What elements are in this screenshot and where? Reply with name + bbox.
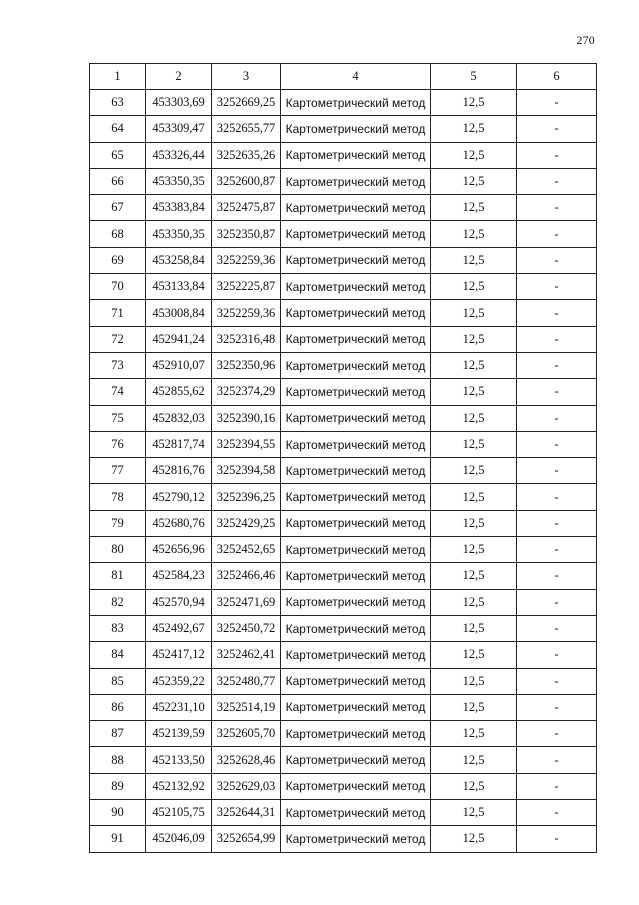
table-row [90, 563, 597, 589]
table-row [90, 90, 597, 116]
x-coordinate-cell: 452584,23 [146, 563, 212, 589]
table-row [90, 721, 597, 747]
accuracy-cell: 12,5 [431, 773, 517, 799]
table-row [90, 300, 597, 326]
x-coordinate-cell: 453326,44 [146, 142, 212, 168]
y-coordinate-cell: 3252629,03 [212, 773, 281, 799]
x-coordinate-cell: 452132,92 [146, 773, 212, 799]
table-row [90, 195, 597, 221]
note-cell: - [517, 694, 597, 720]
accuracy-cell: 12,5 [431, 221, 517, 247]
table-row [90, 747, 597, 773]
accuracy-cell: 12,5 [431, 300, 517, 326]
x-coordinate-cell: 452790,12 [146, 484, 212, 510]
accuracy-cell: 12,5 [431, 800, 517, 826]
method-cell: Картометрический метод [281, 800, 431, 826]
table-row [90, 800, 597, 826]
table-row [90, 694, 597, 720]
method-cell: Картометрический метод [281, 352, 431, 378]
coordinates-table [89, 63, 597, 853]
note-cell: - [517, 721, 597, 747]
point-number-cell: 86 [90, 694, 146, 720]
x-coordinate-cell: 452570,94 [146, 589, 212, 615]
accuracy-cell: 12,5 [431, 510, 517, 536]
accuracy-cell: 12,5 [431, 668, 517, 694]
y-coordinate-cell: 3252225,87 [212, 274, 281, 300]
point-number-cell: 91 [90, 826, 146, 852]
point-number-cell: 77 [90, 458, 146, 484]
note-cell: - [517, 379, 597, 405]
x-coordinate-cell: 453309,47 [146, 116, 212, 142]
accuracy-cell: 12,5 [431, 247, 517, 273]
accuracy-cell: 12,5 [431, 458, 517, 484]
column-header: 4 [281, 64, 431, 90]
point-number-cell: 81 [90, 563, 146, 589]
method-cell: Картометрический метод [281, 142, 431, 168]
y-coordinate-cell: 3252316,48 [212, 326, 281, 352]
point-number-cell: 66 [90, 168, 146, 194]
method-cell: Картометрический метод [281, 721, 431, 747]
note-cell: - [517, 221, 597, 247]
x-coordinate-cell: 453258,84 [146, 247, 212, 273]
point-number-cell: 80 [90, 537, 146, 563]
y-coordinate-cell: 3252350,96 [212, 352, 281, 378]
x-coordinate-cell: 453350,35 [146, 168, 212, 194]
x-coordinate-cell: 452492,67 [146, 615, 212, 641]
note-cell: - [517, 142, 597, 168]
method-cell: Картометрический метод [281, 405, 431, 431]
note-cell: - [517, 431, 597, 457]
note-cell: - [517, 352, 597, 378]
y-coordinate-cell: 3252259,36 [212, 247, 281, 273]
method-cell: Картометрический метод [281, 510, 431, 536]
x-coordinate-cell: 452417,12 [146, 642, 212, 668]
point-number-cell: 63 [90, 90, 146, 116]
method-cell: Картометрический метод [281, 642, 431, 668]
x-coordinate-cell: 452139,59 [146, 721, 212, 747]
point-number-cell: 87 [90, 721, 146, 747]
y-coordinate-cell: 3252644,31 [212, 800, 281, 826]
x-coordinate-cell: 452105,75 [146, 800, 212, 826]
method-cell: Картометрический метод [281, 326, 431, 352]
x-coordinate-cell: 453383,84 [146, 195, 212, 221]
table-row [90, 431, 597, 457]
y-coordinate-cell: 3252394,55 [212, 431, 281, 457]
point-number-cell: 74 [90, 379, 146, 405]
table-row [90, 589, 597, 615]
x-coordinate-cell: 453350,35 [146, 221, 212, 247]
point-number-cell: 68 [90, 221, 146, 247]
note-cell: - [517, 668, 597, 694]
x-coordinate-cell: 452910,07 [146, 352, 212, 378]
x-coordinate-cell: 452817,74 [146, 431, 212, 457]
note-cell: - [517, 826, 597, 852]
note-cell: - [517, 458, 597, 484]
y-coordinate-cell: 3252394,58 [212, 458, 281, 484]
x-coordinate-cell: 452832,03 [146, 405, 212, 431]
table-row [90, 247, 597, 273]
accuracy-cell: 12,5 [431, 431, 517, 457]
point-number-cell: 64 [90, 116, 146, 142]
y-coordinate-cell: 3252471,69 [212, 589, 281, 615]
table-row [90, 826, 597, 852]
point-number-cell: 76 [90, 431, 146, 457]
table-row [90, 484, 597, 510]
method-cell: Картометрический метод [281, 694, 431, 720]
accuracy-cell: 12,5 [431, 694, 517, 720]
column-header: 5 [431, 64, 517, 90]
y-coordinate-cell: 3252466,46 [212, 563, 281, 589]
method-cell: Картометрический метод [281, 826, 431, 852]
point-number-cell: 84 [90, 642, 146, 668]
y-coordinate-cell: 3252462,41 [212, 642, 281, 668]
column-header: 6 [517, 64, 597, 90]
method-cell: Картометрический метод [281, 195, 431, 221]
x-coordinate-cell: 452941,24 [146, 326, 212, 352]
y-coordinate-cell: 3252628,46 [212, 747, 281, 773]
table-row [90, 168, 597, 194]
table-row [90, 274, 597, 300]
accuracy-cell: 12,5 [431, 747, 517, 773]
y-coordinate-cell: 3252374,29 [212, 379, 281, 405]
point-number-cell: 90 [90, 800, 146, 826]
point-number-cell: 78 [90, 484, 146, 510]
point-number-cell: 70 [90, 274, 146, 300]
method-cell: Картометрический метод [281, 773, 431, 799]
point-number-cell: 85 [90, 668, 146, 694]
method-cell: Картометрический метод [281, 747, 431, 773]
y-coordinate-cell: 3252396,25 [212, 484, 281, 510]
table-row [90, 116, 597, 142]
point-number-cell: 82 [90, 589, 146, 615]
page-number: 270 [576, 33, 595, 47]
point-number-cell: 73 [90, 352, 146, 378]
method-cell: Картометрический метод [281, 458, 431, 484]
method-cell: Картометрический метод [281, 116, 431, 142]
method-cell: Картометрический метод [281, 247, 431, 273]
x-coordinate-cell: 453133,84 [146, 274, 212, 300]
y-coordinate-cell: 3252475,87 [212, 195, 281, 221]
note-cell: - [517, 537, 597, 563]
x-coordinate-cell: 452046,09 [146, 826, 212, 852]
table-row [90, 405, 597, 431]
note-cell: - [517, 405, 597, 431]
y-coordinate-cell: 3252514,19 [212, 694, 281, 720]
point-number-cell: 67 [90, 195, 146, 221]
method-cell: Картометрический метод [281, 563, 431, 589]
table-row [90, 773, 597, 799]
table-row [90, 510, 597, 536]
accuracy-cell: 12,5 [431, 379, 517, 405]
accuracy-cell: 12,5 [431, 484, 517, 510]
note-cell: - [517, 484, 597, 510]
accuracy-cell: 12,5 [431, 563, 517, 589]
accuracy-cell: 12,5 [431, 195, 517, 221]
y-coordinate-cell: 3252605,70 [212, 721, 281, 747]
point-number-cell: 69 [90, 247, 146, 273]
accuracy-cell: 12,5 [431, 142, 517, 168]
y-coordinate-cell: 3252450,72 [212, 615, 281, 641]
accuracy-cell: 12,5 [431, 274, 517, 300]
table-row [90, 642, 597, 668]
table-body [90, 90, 597, 853]
note-cell: - [517, 247, 597, 273]
note-cell: - [517, 615, 597, 641]
table-row [90, 458, 597, 484]
y-coordinate-cell: 3252600,87 [212, 168, 281, 194]
x-coordinate-cell: 452680,76 [146, 510, 212, 536]
point-number-cell: 71 [90, 300, 146, 326]
method-cell: Картометрический метод [281, 221, 431, 247]
y-coordinate-cell: 3252350,87 [212, 221, 281, 247]
y-coordinate-cell: 3252429,25 [212, 510, 281, 536]
note-cell: - [517, 563, 597, 589]
accuracy-cell: 12,5 [431, 326, 517, 352]
y-coordinate-cell: 3252259,36 [212, 300, 281, 326]
x-coordinate-cell: 452133,50 [146, 747, 212, 773]
point-number-cell: 72 [90, 326, 146, 352]
point-number-cell: 65 [90, 142, 146, 168]
table-row [90, 537, 597, 563]
method-cell: Картометрический метод [281, 431, 431, 457]
note-cell: - [517, 773, 597, 799]
table-row [90, 326, 597, 352]
note-cell: - [517, 90, 597, 116]
column-header: 1 [90, 64, 146, 90]
accuracy-cell: 12,5 [431, 589, 517, 615]
method-cell: Картометрический метод [281, 589, 431, 615]
x-coordinate-cell: 452816,76 [146, 458, 212, 484]
point-number-cell: 83 [90, 615, 146, 641]
method-cell: Картометрический метод [281, 300, 431, 326]
method-cell: Картометрический метод [281, 379, 431, 405]
method-cell: Картометрический метод [281, 668, 431, 694]
y-coordinate-cell: 3252655,77 [212, 116, 281, 142]
y-coordinate-cell: 3252480,77 [212, 668, 281, 694]
accuracy-cell: 12,5 [431, 826, 517, 852]
note-cell: - [517, 168, 597, 194]
method-cell: Картометрический метод [281, 90, 431, 116]
table-row [90, 615, 597, 641]
note-cell: - [517, 747, 597, 773]
table-header-row [90, 64, 597, 90]
note-cell: - [517, 510, 597, 536]
accuracy-cell: 12,5 [431, 90, 517, 116]
note-cell: - [517, 800, 597, 826]
method-cell: Картометрический метод [281, 168, 431, 194]
note-cell: - [517, 326, 597, 352]
table-row [90, 379, 597, 405]
accuracy-cell: 12,5 [431, 615, 517, 641]
x-coordinate-cell: 452359,22 [146, 668, 212, 694]
x-coordinate-cell: 452656,96 [146, 537, 212, 563]
y-coordinate-cell: 3252635,26 [212, 142, 281, 168]
method-cell: Картометрический метод [281, 484, 431, 510]
accuracy-cell: 12,5 [431, 537, 517, 563]
accuracy-cell: 12,5 [431, 721, 517, 747]
y-coordinate-cell: 3252654,99 [212, 826, 281, 852]
table-row [90, 142, 597, 168]
note-cell: - [517, 116, 597, 142]
accuracy-cell: 12,5 [431, 168, 517, 194]
accuracy-cell: 12,5 [431, 352, 517, 378]
point-number-cell: 75 [90, 405, 146, 431]
column-header: 2 [146, 64, 212, 90]
table-row [90, 221, 597, 247]
note-cell: - [517, 195, 597, 221]
note-cell: - [517, 589, 597, 615]
x-coordinate-cell: 452231,10 [146, 694, 212, 720]
column-header: 3 [212, 64, 281, 90]
method-cell: Картометрический метод [281, 537, 431, 563]
accuracy-cell: 12,5 [431, 642, 517, 668]
x-coordinate-cell: 453303,69 [146, 90, 212, 116]
note-cell: - [517, 642, 597, 668]
method-cell: Картометрический метод [281, 615, 431, 641]
table-row [90, 668, 597, 694]
note-cell: - [517, 274, 597, 300]
accuracy-cell: 12,5 [431, 116, 517, 142]
point-number-cell: 88 [90, 747, 146, 773]
y-coordinate-cell: 3252669,25 [212, 90, 281, 116]
method-cell: Картометрический метод [281, 274, 431, 300]
point-number-cell: 79 [90, 510, 146, 536]
x-coordinate-cell: 453008,84 [146, 300, 212, 326]
y-coordinate-cell: 3252452,65 [212, 537, 281, 563]
note-cell: - [517, 300, 597, 326]
table-row [90, 352, 597, 378]
x-coordinate-cell: 452855,62 [146, 379, 212, 405]
y-coordinate-cell: 3252390,16 [212, 405, 281, 431]
point-number-cell: 89 [90, 773, 146, 799]
accuracy-cell: 12,5 [431, 405, 517, 431]
